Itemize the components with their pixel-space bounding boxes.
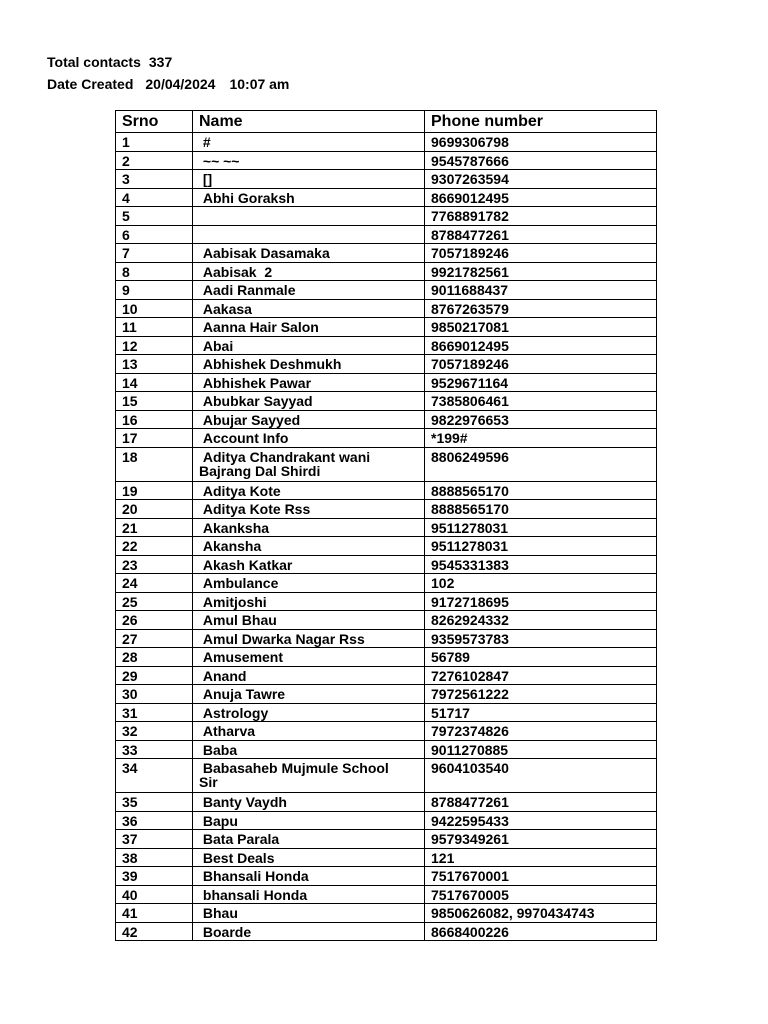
table-row [116,793,657,812]
cell-phone: 8669012495 [425,188,657,207]
table-row [116,574,657,593]
cell-name: Boarde [193,922,425,941]
cell-name: Abai [193,336,425,355]
cell-name: Best Deals [193,848,425,867]
cell-srno: 34 [116,759,193,793]
cell-phone: 9011270885 [425,740,657,759]
cell-phone: 8888565170 [425,481,657,500]
cell-srno: 32 [116,722,193,741]
cell-phone: 7972374826 [425,722,657,741]
cell-name: Bhansali Honda [193,867,425,886]
cell-srno: 26 [116,611,193,630]
cell-name: Akansha [193,537,425,556]
cell-phone: 9511278031 [425,537,657,556]
cell-name [193,225,425,244]
cell-name: Aabisak 2 [193,262,425,281]
document-header [47,51,289,95]
table-row [116,666,657,685]
cell-name: Akash Katkar [193,555,425,574]
column-header-name: Name [193,111,425,133]
table-row [116,500,657,519]
cell-srno: 24 [116,574,193,593]
table-row [116,555,657,574]
table-row [116,740,657,759]
cell-phone: 121 [425,848,657,867]
table-row [116,392,657,411]
table-row [116,299,657,318]
cell-phone: 7768891782 [425,207,657,226]
cell-phone: 9511278031 [425,518,657,537]
cell-name: Amitjoshi [193,592,425,611]
cell-srno: 28 [116,648,193,667]
cell-phone: 9422595433 [425,811,657,830]
table-row [116,281,657,300]
cell-phone: 9359573783 [425,629,657,648]
cell-srno: 37 [116,830,193,849]
table-row [116,922,657,941]
cell-name: Babasaheb Mujmule School Sir [193,759,425,793]
cell-phone: 7057189246 [425,244,657,263]
column-header-phone: Phone number [425,111,657,133]
cell-name: Aditya Kote [193,481,425,500]
cell-phone: 9822976653 [425,410,657,429]
date-created-value: 20/04/2024 [145,76,216,92]
time-created-value: 10:07 am [229,76,290,92]
cell-phone: 8788477261 [425,793,657,812]
table-row [116,518,657,537]
cell-phone: 7057189246 [425,355,657,374]
table-row [116,830,657,849]
cell-name: Anand [193,666,425,685]
contacts-table [115,110,657,941]
cell-srno: 7 [116,244,193,263]
cell-phone: 8669012495 [425,336,657,355]
table-row [116,811,657,830]
cell-srno: 31 [116,703,193,722]
cell-name: Aadi Ranmale [193,281,425,300]
cell-name: Aanna Hair Salon [193,318,425,337]
cell-phone: 9172718695 [425,592,657,611]
cell-phone: 8806249596 [425,447,657,481]
total-contacts-label: Total contacts [47,54,141,70]
cell-srno: 9 [116,281,193,300]
cell-srno: 14 [116,373,193,392]
cell-phone: 9699306798 [425,133,657,152]
cell-phone: 9529671164 [425,373,657,392]
cell-name: Akanksha [193,518,425,537]
cell-phone: 9604103540 [425,759,657,793]
cell-srno: 22 [116,537,193,556]
cell-srno: 10 [116,299,193,318]
cell-name: Amul Bhau [193,611,425,630]
table-row [116,592,657,611]
cell-srno: 23 [116,555,193,574]
date-created-line [47,73,289,95]
table-row [116,722,657,741]
cell-name: Baba [193,740,425,759]
cell-name: Aakasa [193,299,425,318]
table-row [116,262,657,281]
cell-srno: 27 [116,629,193,648]
cell-phone: 9850217081 [425,318,657,337]
cell-name: Astrology [193,703,425,722]
cell-srno: 4 [116,188,193,207]
cell-name: Abhi Goraksh [193,188,425,207]
date-created-label: Date Created [47,76,134,92]
table-row [116,629,657,648]
cell-srno: 19 [116,481,193,500]
cell-name: Bhau [193,904,425,923]
cell-srno: 15 [116,392,193,411]
cell-phone: 51717 [425,703,657,722]
cell-name: Abhishek Pawar [193,373,425,392]
cell-srno: 18 [116,447,193,481]
cell-srno: 20 [116,500,193,519]
cell-srno: 17 [116,429,193,448]
cell-phone: 9545331383 [425,555,657,574]
column-header-srno: Srno [116,111,193,133]
cell-srno: 40 [116,885,193,904]
cell-phone: 8888565170 [425,500,657,519]
cell-name: Abhishek Deshmukh [193,355,425,374]
total-contacts-value: 337 [148,54,173,70]
table-row [116,904,657,923]
cell-name: Bapu [193,811,425,830]
cell-srno: 1 [116,133,193,152]
cell-name: Atharva [193,722,425,741]
table-row [116,685,657,704]
cell-name: Ambulance [193,574,425,593]
cell-phone: 8767263579 [425,299,657,318]
cell-srno: 8 [116,262,193,281]
cell-phone: 8668400226 [425,922,657,941]
cell-phone: *199# [425,429,657,448]
table-row [116,151,657,170]
cell-srno: 35 [116,793,193,812]
table-row [116,848,657,867]
table-row [116,759,657,793]
table-row [116,885,657,904]
cell-phone: 9011688437 [425,281,657,300]
cell-name: Account Info [193,429,425,448]
cell-phone: 7517670001 [425,867,657,886]
cell-phone: 7517670005 [425,885,657,904]
cell-name: Bata Parala [193,830,425,849]
cell-name: Banty Vaydh [193,793,425,812]
cell-phone: 9850626082, 9970434743 [425,904,657,923]
cell-srno: 36 [116,811,193,830]
table-row [116,867,657,886]
table-row [116,703,657,722]
table-row [116,170,657,189]
table-row [116,318,657,337]
cell-phone: 9579349261 [425,830,657,849]
cell-phone: 9307263594 [425,170,657,189]
table-header-row [116,111,657,133]
table-row [116,429,657,448]
table-row [116,355,657,374]
table-row [116,373,657,392]
table-row [116,611,657,630]
cell-name: Amul Dwarka Nagar Rss [193,629,425,648]
cell-srno: 3 [116,170,193,189]
cell-phone: 9545787666 [425,151,657,170]
cell-phone: 7276102847 [425,666,657,685]
table-row [116,481,657,500]
table-row [116,537,657,556]
cell-srno: 38 [116,848,193,867]
cell-srno: 11 [116,318,193,337]
cell-name: bhansali Honda [193,885,425,904]
cell-srno: 12 [116,336,193,355]
cell-name: Aabisak Dasamaka [193,244,425,263]
cell-srno: 16 [116,410,193,429]
table-row [116,447,657,481]
cell-srno: 33 [116,740,193,759]
cell-srno: 30 [116,685,193,704]
cell-phone: 102 [425,574,657,593]
table-body [116,133,657,941]
table-row [116,336,657,355]
cell-name: Amusement [193,648,425,667]
table-row [116,410,657,429]
cell-name: Anuja Tawre [193,685,425,704]
cell-srno: 6 [116,225,193,244]
cell-srno: 41 [116,904,193,923]
table-row [116,207,657,226]
cell-phone: 56789 [425,648,657,667]
cell-phone: 7972561222 [425,685,657,704]
cell-name: [] [193,170,425,189]
cell-phone: 8788477261 [425,225,657,244]
cell-srno: 39 [116,867,193,886]
cell-srno: 42 [116,922,193,941]
cell-name: # [193,133,425,152]
cell-phone: 9921782561 [425,262,657,281]
cell-srno: 29 [116,666,193,685]
cell-srno: 13 [116,355,193,374]
total-contacts-line [47,51,289,73]
cell-name: Aditya Chandrakant wani Bajrang Dal Shirdi [193,447,425,481]
cell-srno: 21 [116,518,193,537]
cell-phone: 8262924332 [425,611,657,630]
cell-srno: 25 [116,592,193,611]
cell-name: Aditya Kote Rss [193,500,425,519]
cell-name: Abubkar Sayyad [193,392,425,411]
table-row [116,188,657,207]
table-row [116,648,657,667]
table-row [116,133,657,152]
table-row [116,225,657,244]
cell-phone: 7385806461 [425,392,657,411]
cell-name: ~~ ~~ [193,151,425,170]
cell-name [193,207,425,226]
cell-srno: 2 [116,151,193,170]
cell-srno: 5 [116,207,193,226]
cell-name: Abujar Sayyed [193,410,425,429]
table-row [116,244,657,263]
